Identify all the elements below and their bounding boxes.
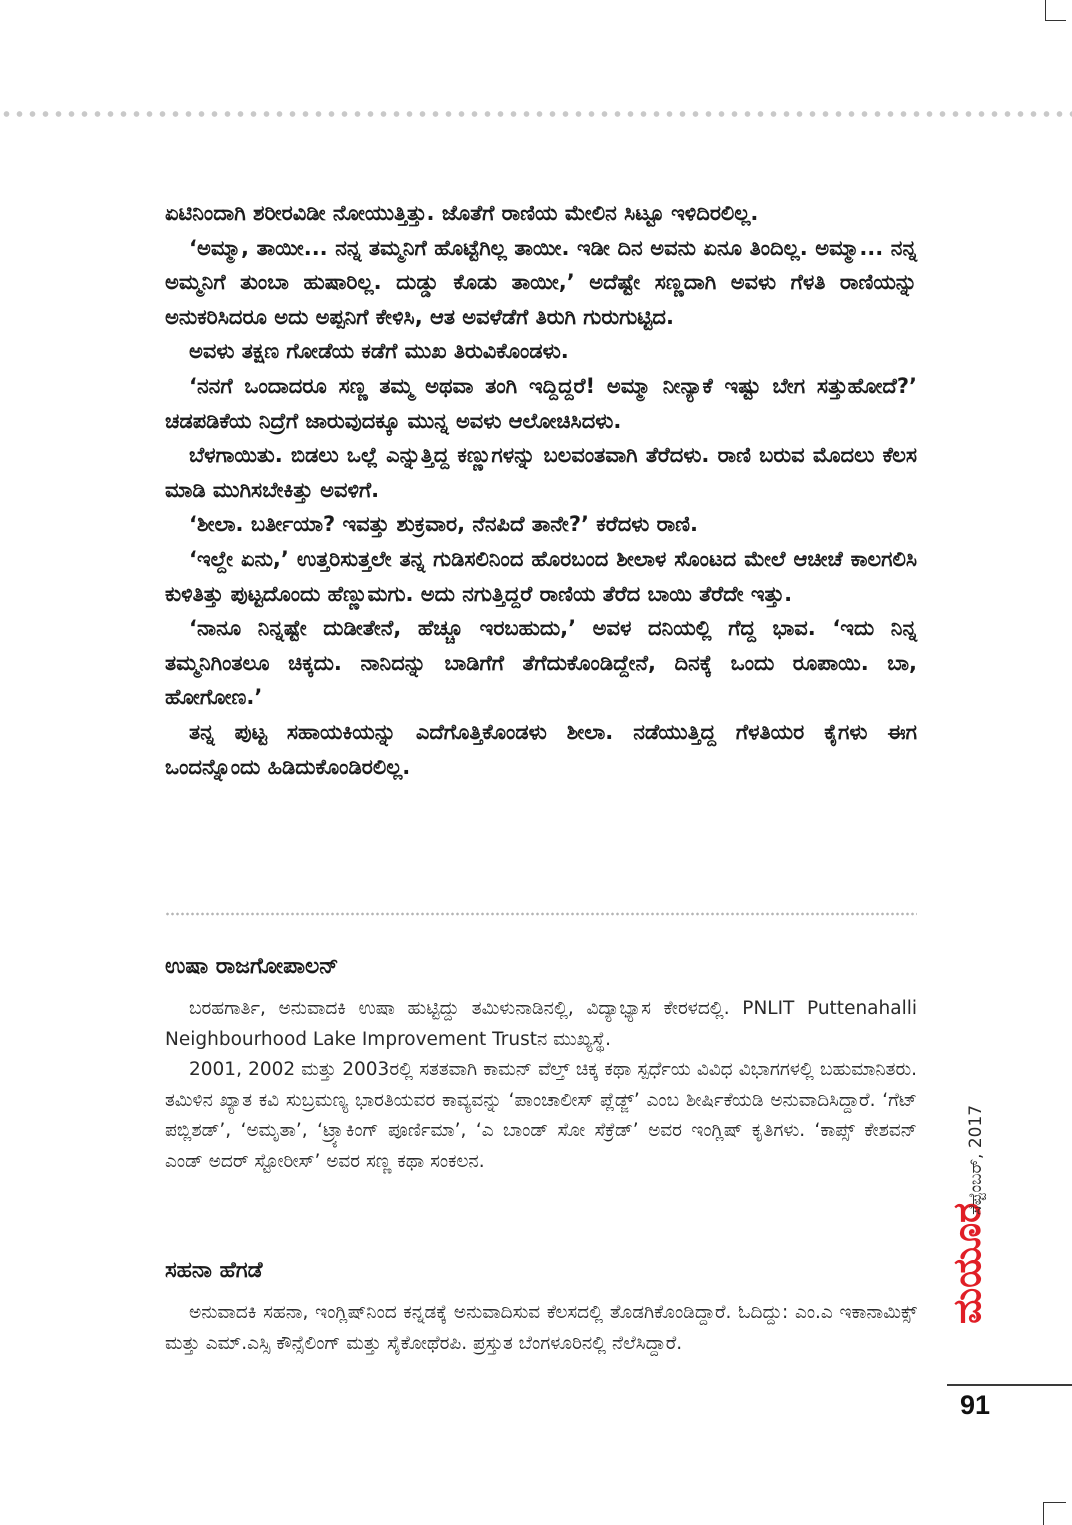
bio-paragraph: ಬರಹಗಾರ್ತಿ, ಅನುವಾದಕಿ ಉಷಾ ಹುಟ್ಟಿದ್ದು ತಮಿಳುನಾಡಿನಲ್ಲಿ, ವಿದ್ಯಾಭ್ಯಾಸ ಕೇರಳದಲ್ಲಿ. PNLIT Puttenahalli Neighbourhood Lake Improvement Trustನ ಮುಖ್ಯಸ್ಥೆ. xyxy=(165,998,917,1050)
top-dotted-border xyxy=(0,110,1072,118)
magazine-logo: ಮಯೂರ xyxy=(945,1202,989,1324)
story-text xyxy=(165,196,917,784)
story-paragraph: ‘ಇಲ್ದೇ ಏನು,’ ಉತ್ತರಿಸುತ್ತಲೇ ತನ್ನ ಗುಡಿಸಲಿನಿಂದ ಹೊರಬಂದ ಶೀಲಾಳ ಸೊಂಟದ ಮೇಲೆ ಆಚೀಚೆ ಕಾಲಗಲಿಸಿ ಕುಳಿತಿತ್ತು ಪುಟ್ಟದೊಂದು ಹೆಣ್ಣುಮಗು. ಅದು ನಗುತ್ತಿದ್ದರೆ ರಾಣಿಯ ತೆರೆದ ಬಾಯಿ ತೆರೆದೇ ಇತ್ತು. xyxy=(165,546,917,606)
story-paragraph: ತನ್ನ ಪುಟ್ಟ ಸಹಾಯಕಿಯನ್ನು ಎದೆಗೊತ್ತಿಕೊಂಡಳು ಶೀಲಾ. ನಡೆಯುತ್ತಿದ್ದ ಗೆಳತಿಯರ ಕೈಗಳು ಈಗ ಒಂದನ್ನೊಂದು ಹಿಡಿದುಕೊಂಡಿರಲಿಲ್ಲ. xyxy=(165,719,917,779)
issue-date: ಸೆಪ್ಟೆಂಬರ್, 2017 xyxy=(966,1104,986,1215)
crop-mark-bottom-right xyxy=(1043,1502,1066,1525)
author-bio-usha xyxy=(165,952,917,1177)
bio-paragraph: ಅನುವಾದಕಿ ಸಹನಾ, ಇಂಗ್ಲಿಷ್‌ನಿಂದ ಕನ್ನಡಕ್ಕೆ ಅನುವಾದಿಸುವ ಕೆಲಸದಲ್ಲಿ ತೊಡಗಿಕೊಂಡಿದ್ದಾರೆ. ಓದಿದ್ದು: ಎಂ.ಎ ಇಕಾನಾಮಿಕ್ಸ್ ಮತ್ತು ಎಮ್.ಎಸ್ಸಿ ಕೌನ್ಸೆಲಿಂಗ್ ಮತ್ತು ಸೈಕೋಥೆರಪಿ. ಪ್ರಸ್ತುತ ಬೆಂಗಳೂರಿನಲ್ಲಿ ನೆಲೆಸಿದ್ದಾರೆ. xyxy=(165,1302,917,1354)
translator-bio-text-sahana xyxy=(165,1298,917,1359)
translator-bio-sahana xyxy=(165,1256,917,1359)
bio-paragraph: 2001, 2002 ಮತ್ತು 2003ರಲ್ಲಿ ಸತತವಾಗಿ ಕಾಮನ್ ವೆಲ್ತ್ ಚಿಕ್ಕ ಕಥಾ ಸ್ಪರ್ಧೆಯ ವಿವಿಧ ವಿಭಾಗಗಳಲ್ಲಿ ಬಹುಮಾನಿತರು. ತಮಿಳಿನ ಖ್ಯಾತ ಕವಿ ಸುಬ್ರಮಣ್ಯ ಭಾರತಿಯವರ ಕಾವ್ಯವನ್ನು ‘ಪಾಂಚಾಲೀಸ್ ಪ್ಲೆಡ್ಜ್’ ಎಂಬ ಶೀರ್ಷಿಕೆಯಡಿ ಅನುವಾದಿಸಿದ್ದಾರೆ. ‘ಗೆಟ್ ಪಬ್ಲಿಶಡ್’, ‘ಅಮೃತಾ’, ‘ಟ್ರ್ಯಾಕಿಂಗ್ ಪೂರ್ಣಿಮಾ’, ‘ಎ ಬಾಂಡ್ ಸೋ ಸೆಕ್ರೆಡ್’ ಅವರ ಇಂಗ್ಲಿಷ್ ಕೃತಿಗಳು. ‘ಕಾಪ್ಸ್ ಕೇಶವನ್ ಎಂಡ್ ಅದರ್ ಸ್ಟೋರೀಸ್’ ಅವರ ಸಣ್ಣ ಕಥಾ ಸಂಕಲನ. xyxy=(165,1059,917,1172)
story-paragraph: ಏಟಿನಿಂದಾಗಿ ಶರೀರವಿಡೀ ನೋಯುತ್ತಿತ್ತು. ಜೊತೆಗೆ ರಾಣಿಯ ಮೇಲಿನ ಸಿಟ್ಟೂ ಇಳಿದಿರಲಿಲ್ಲ. xyxy=(165,201,759,225)
story-paragraph: ‘ಶೀಲಾ. ಬರ್ತೀಯಾ? ಇವತ್ತು ಶುಕ್ರವಾರ, ನೆನಪಿದೆ ತಾನೇ?’ ಕರೆದಳು ರಾಣಿ. xyxy=(189,512,699,537)
page-number-rule xyxy=(947,1384,1072,1386)
story-paragraph: ‘ನಾನೂ ನಿನ್ನಷ್ಟೇ ದುಡೀತೇನೆ, ಹೆಚ್ಚೂ ಇರಬಹುದು,’ ಅವಳ ದನಿಯಲ್ಲಿ ಗೆದ್ದ ಭಾವ. ‘ಇದು ನಿನ್ನ ತಮ್ಮನಿಗಿಂತಲೂ ಚಿಕ್ಕದು. ನಾನಿದನ್ನು ಬಾಡಿಗೆಗೆ ತೆಗೆದುಕೊಂಡಿದ್ದೇನೆ, ದಿನಕ್ಕೆ ಒಂದು ರೂಪಾಯಿ. ಬಾ, ಹೋಗೋಣ.’ xyxy=(165,616,917,710)
page-number: 91 xyxy=(960,1390,991,1420)
story-paragraph: ಬೆಳಗಾಯಿತು. ಬಿಡಲು ಒಲ್ಲೆ ಎನ್ನುತ್ತಿದ್ದ ಕಣ್ಣುಗಳನ್ನು ಬಲವಂತವಾಗಿ ತೆರೆದಳು. ರಾಣಿ ಬರುವ ಮೊದಲು ಕೆಲಸ ಮಾಡಿ ಮುಗಿಸಬೇಕಿತ್ತು ಅವಳಿಗೆ. xyxy=(165,443,917,502)
author-name-usha: ಉಷಾ ರಾಜಗೋಪಾಲನ್ xyxy=(165,954,339,979)
translator-name-sahana: ಸಹನಾ ಹೆಗಡೆ xyxy=(165,1258,263,1283)
story-paragraph: ಅವಳು ತಕ್ಷಣ ಗೋಡೆಯ ಕಡೆಗೆ ಮುಖ ತಿರುವಿಕೊಂಡಳು. xyxy=(189,339,569,364)
crop-mark-top-right xyxy=(1045,0,1066,21)
story-paragraph: ‘ಅಮ್ಮಾ, ತಾಯೀ... ನನ್ನ ತಮ್ಮನಿಗೆ ಹೊಟ್ಟೆಗಿಲ್ಲ ತಾಯೀ. ಇಡೀ ದಿನ ಅವನು ಏನೂ ತಿಂದಿಲ್ಲ. ಅಮ್ಮಾ... ನನ್ನ ಅಮ್ಮನಿಗೆ ತುಂಬಾ ಹುಷಾರಿಲ್ಲ. ದುಡ್ಡು ಕೊಡು ತಾಯೀ,’ ಅದೆಷ್ಟೇ ಸಣ್ಣದಾಗಿ ಅವಳು ಗೆಳತಿ ರಾಣಿಯನ್ನು ಅನುಕರಿಸಿದರೂ ಅದು ಅಪ್ಪನಿಗೆ ಕೇಳಿಸಿ, ಆತ ಅವಳೆಡೆಗೆ ತಿರುಗಿ ಗುರುಗುಟ್ಟಿದ. xyxy=(165,235,917,329)
story-paragraph: ‘ನನಗೆ ಒಂದಾದರೂ ಸಣ್ಣ ತಮ್ಮ ಅಥವಾ ತಂಗಿ ಇದ್ದಿದ್ದರೆ! ಅಮ್ಮಾ ನೀನ್ಯಾಕೆ ಇಷ್ಟು ಬೇಗ ಸತ್ತುಹೋದೆ?’ ಚಡಪಡಿಕೆಯ ನಿದ್ರೆಗೆ ಜಾರುವುದಕ್ಕೂ ಮುನ್ನ ಅವಳು ಆಲೋಚಿಸಿದಳು. xyxy=(165,373,917,433)
author-bio-text-usha xyxy=(165,994,917,1177)
section-divider xyxy=(165,912,917,916)
